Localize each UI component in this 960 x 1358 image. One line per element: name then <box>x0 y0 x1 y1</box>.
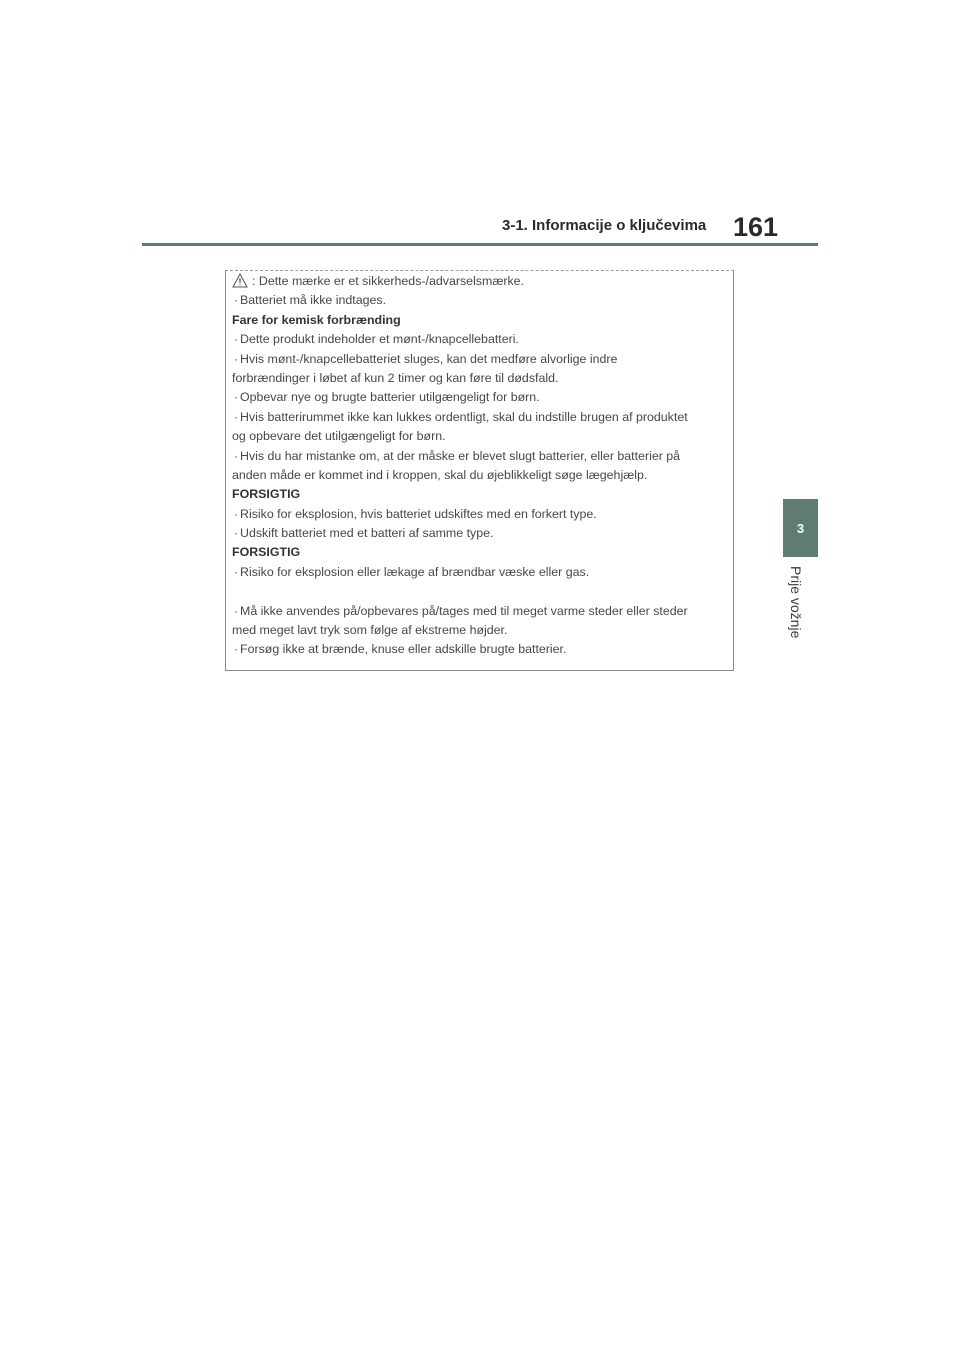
bullet-marker: · <box>233 293 239 308</box>
warning-line-text: og opbevare det utilgængeligt for børn. <box>232 429 446 444</box>
warning-line-text: Dette produkt indeholder et mønt-/knapcellebatteri. <box>240 332 519 347</box>
warning-line <box>232 563 728 582</box>
bullet-marker: · <box>233 390 239 405</box>
warning-line <box>232 350 728 369</box>
warning-line <box>232 330 728 349</box>
warning-line <box>232 388 728 407</box>
warning-line-text: : Dette mærke er et sikkerheds-/advarselsmærke. <box>252 274 524 288</box>
warning-line <box>232 408 728 427</box>
warning-line-text: Fare for kemisk forbrænding <box>232 312 401 327</box>
bullet-marker: · <box>233 564 239 579</box>
bullet-marker: · <box>233 448 239 463</box>
warning-line-text: FORSIGTIG <box>232 487 301 502</box>
warning-line <box>232 505 728 524</box>
bullet-marker: · <box>233 332 239 347</box>
warning-line-text: Må ikke anvendes på/opbevares på/tages med til meget varme steder eller steder <box>240 603 688 618</box>
warning-line-text: med meget lavt tryk som følge af ekstreme højder. <box>232 623 508 638</box>
warning-line-text: Hvis batterirummet ikke kan lukkes ordentligt, skal du indstille brugen af produktet <box>240 409 688 424</box>
chapter-number: 3 <box>796 520 805 536</box>
warning-line-text: Batteriet må ikke indtages. <box>240 293 387 308</box>
warning-heading <box>232 543 728 562</box>
warning-line <box>232 524 728 543</box>
warning-line <box>232 369 728 388</box>
warning-line-text: Hvis mønt-/knapcellebatteriet sluges, kan det medføre alvorlige indre <box>240 351 618 366</box>
warning-line-text: anden måde er kommet ind i kroppen, skal du øjeblikkeligt søge lægehjælp. <box>232 467 648 482</box>
warning-line <box>232 272 728 291</box>
bullet-marker: · <box>233 409 239 424</box>
warning-line <box>232 447 728 466</box>
warning-line-text: FORSIGTIG <box>232 545 301 560</box>
warning-text <box>232 272 728 660</box>
bullet-marker: · <box>233 526 239 541</box>
warning-triangle-icon <box>232 273 248 288</box>
chapter-title: Prije vožnje <box>788 566 804 639</box>
chapter-tab <box>783 499 818 557</box>
bullet-marker: · <box>233 506 239 521</box>
warning-line <box>232 427 728 446</box>
warning-line <box>232 466 728 485</box>
section-title: 3-1. Informacije o ključevima <box>502 217 707 234</box>
bullet-marker: · <box>233 642 239 657</box>
warning-line-text: Hvis du har mistanke om, at der måske er blevet slugt batterier, eller batterier på <box>240 448 681 463</box>
warning-line <box>232 291 728 310</box>
warning-line <box>232 640 728 659</box>
header-divider <box>142 243 818 246</box>
warning-line-text: Risiko for eksplosion, hvis batteriet udskiftes med en forkert type. <box>240 506 597 521</box>
warning-line-text: Opbevar nye og brugte batterier utilgængeligt for børn. <box>240 390 540 405</box>
warning-line <box>232 602 728 621</box>
bullet-marker: · <box>233 603 239 618</box>
warning-line <box>232 621 728 640</box>
warning-heading <box>232 311 728 330</box>
page-number: 161 <box>733 212 779 242</box>
warning-heading <box>232 485 728 504</box>
warning-line-text: Risiko for eksplosion eller lækage af brændbar væske eller gas. <box>240 564 590 579</box>
warning-line-text: Forsøg ikke at brænde, knuse eller adskille brugte batterier. <box>240 642 567 657</box>
warning-line-text: Udskift batteriet med et batteri af samme type. <box>240 526 494 541</box>
blank-line <box>232 582 728 601</box>
bullet-marker: · <box>233 351 239 366</box>
warning-line-text: forbrændinger i løbet af kun 2 timer og kan føre til dødsfald. <box>232 370 559 385</box>
